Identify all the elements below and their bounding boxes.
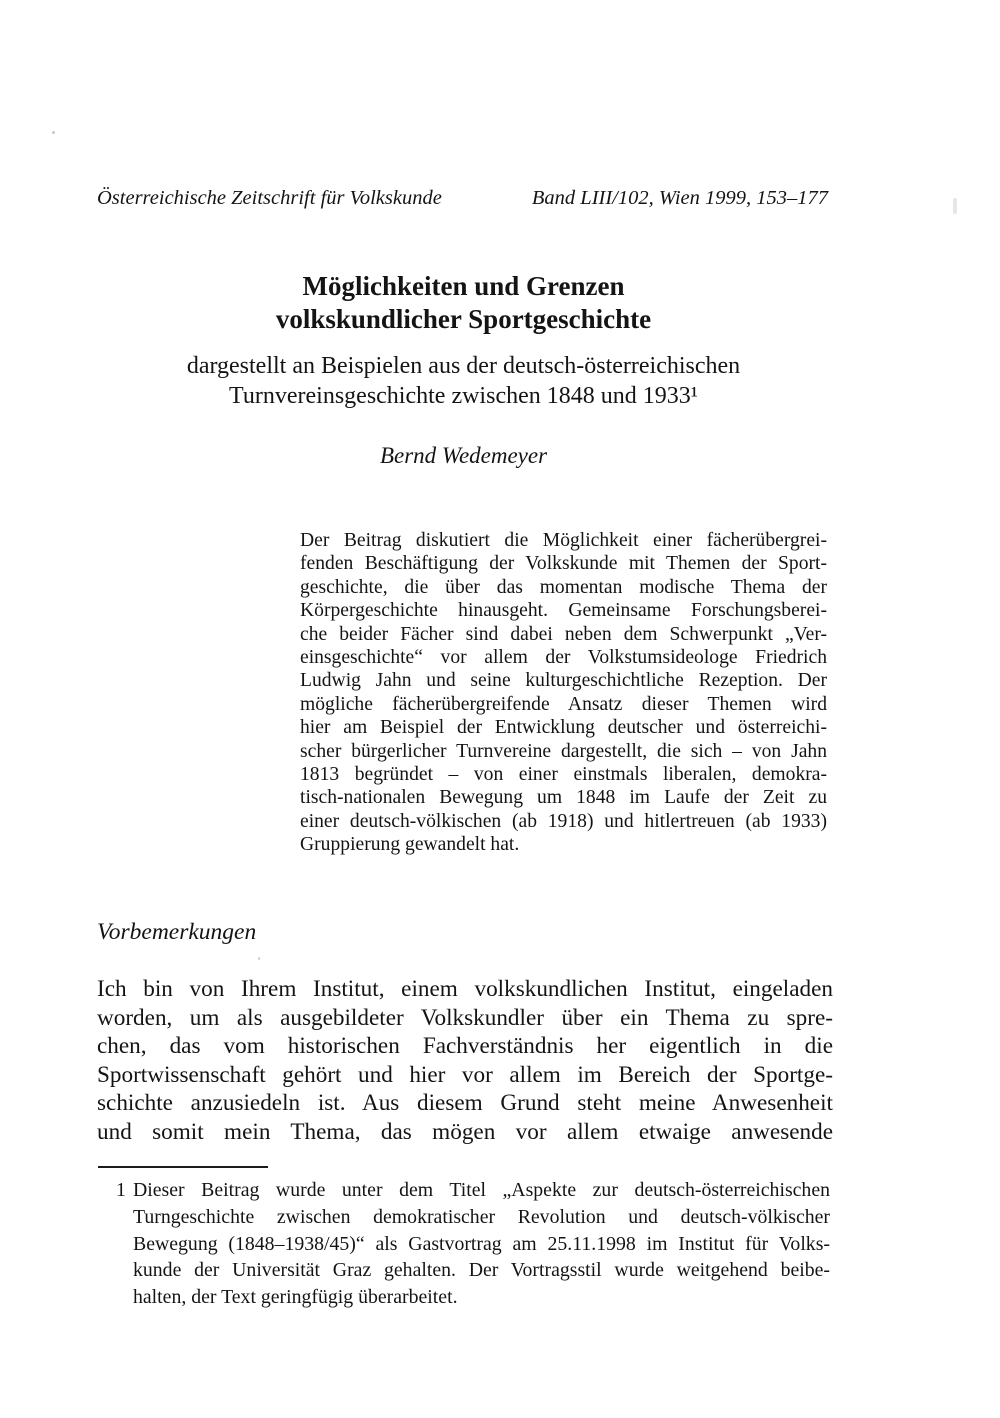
text-line: che beider Fächer sind dabei neben dem Schwerpunkt „Ver- — [300, 623, 827, 645]
text-line: tisch-nationalen Bewegung um 1848 im Laufe der Zeit zu — [300, 787, 827, 809]
journal-issue-info: Band LIII/102, Wien 1999, 153–177 — [531, 187, 828, 209]
article-author: Bernd Wedemeyer — [379, 443, 548, 468]
section-heading: Vorbemerkungen — [97, 919, 257, 945]
body-paragraph — [97, 975, 833, 1147]
scan-speck — [258, 957, 260, 960]
text-line: Gruppierung gewandelt hat. — [300, 834, 520, 856]
journal-title: Österreichische Zeitschrift für Volkskunde — [97, 187, 442, 209]
text-line: geschichte, die über das momentan modische Thema der — [300, 576, 827, 598]
text-line: und somit mein Thema, das mögen vor allem etwaige anwesende — [97, 1118, 833, 1145]
scan-speck — [953, 198, 957, 214]
text-line: Dieser Beitrag wurde unter dem Titel „Aspekte zur deutsch-österreichischen — [133, 1179, 830, 1201]
article-subtitle-line-1: dargestellt an Beispielen aus der deutsch-österreichischen — [186, 353, 741, 379]
footnote-text — [133, 1177, 830, 1311]
text-line: Ludwig Jahn und seine kulturgeschichtliche Rezeption. Der — [300, 670, 827, 692]
text-line: Sportwissenschaft gehört und hier vor allem im Bereich der Sportge- — [97, 1061, 833, 1088]
text-line: einer deutsch-völkischen (ab 1918) und hitlertreuen (ab 1933) — [300, 810, 827, 832]
article-title — [97, 270, 830, 336]
text-line: scher bürgerlicher Turnvereine dargestellt, die sich – von Jahn — [300, 740, 827, 762]
journal-header — [97, 187, 828, 210]
footnote-marker: 1 — [116, 1179, 126, 1201]
text-line: worden, um als ausgebildeter Volkskundler über ein Thema zu spre- — [97, 1004, 833, 1031]
text-line: 1813 begründet – von einer einstmals liberalen, demokra- — [300, 763, 827, 785]
text-line: Turngeschichte zwischen demokratischer Revolution und deutsch-völkischer — [133, 1205, 830, 1228]
text-line: Der Beitrag diskutiert die Möglichkeit einer fächerübergrei- — [300, 530, 827, 551]
text-line: fenden Beschäftigung der Volkskunde mit Themen der Sport- — [300, 553, 827, 575]
text-line: Ich bin von Ihrem Institut, einem volkskundlichen Institut, eingeladen — [97, 976, 833, 1002]
article-subtitle-line-2: Turnvereinsgeschichte zwischen 1848 und 1933¹ — [229, 382, 698, 409]
text-line: Körpergeschichte hinausgeht. Gemeinsame Forschungsberei- — [300, 600, 827, 622]
text-line: mögliche fächerübergreifende Ansatz dieser Themen wird — [300, 693, 827, 715]
article-title-line-2: volkskundlicher Sportgeschichte — [275, 304, 652, 334]
abstract-paragraph — [300, 529, 827, 856]
article-subtitle — [97, 352, 830, 411]
text-line: schichte anzusiedeln ist. Aus diesem Grund steht meine Anwesenheit — [97, 1090, 833, 1117]
article-title-line-1: Möglichkeiten und Grenzen — [302, 271, 625, 301]
text-line: hier am Beispiel der Entwicklung deutscher und österreichi- — [300, 717, 827, 739]
scan-speck — [52, 131, 55, 134]
footnote-separator-rule — [98, 1166, 268, 1168]
text-line: chen, das vom historischen Fachverständnis her eigentlich in die — [97, 1033, 833, 1060]
text-line: Bewegung (1848–1938/45)“ als Gastvortrag am 25.11.1998 im Institut für Volks- — [133, 1232, 830, 1255]
text-line: kunde der Universität Graz gehalten. Der Vortragsstil wurde weitgehend beibe- — [133, 1259, 830, 1282]
text-line: einsgeschichte“ vor allem der Volkstumsideologe Friedrich — [300, 646, 827, 668]
text-line: halten, der Text geringfügig überarbeitet. — [133, 1286, 458, 1309]
